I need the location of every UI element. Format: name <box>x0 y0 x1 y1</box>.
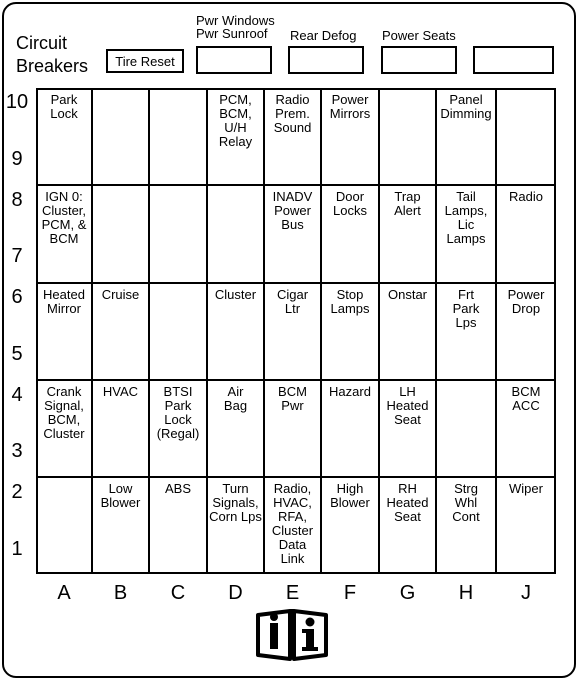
fuse-cell-d-1 <box>207 185 264 283</box>
fuse-cell-h-1: Tail Lamps, Lic Lamps <box>444 189 488 246</box>
fuse-cell-c-0 <box>149 88 207 185</box>
breaker-slot-tire-reset <box>106 49 184 73</box>
breaker-label-power-seats: Power Seats <box>382 28 456 43</box>
fuse-cell-d-2: Cluster <box>214 287 257 302</box>
title-line-2: Breakers <box>16 56 89 76</box>
row-number-label: 10 <box>5 91 29 113</box>
fuse-cell-j-2: Power Drop <box>507 287 545 316</box>
row-number-label: 3 <box>11 440 23 462</box>
fuse-cell-f-3: Hazard <box>329 384 371 399</box>
row-number-label: 4 <box>11 384 23 406</box>
row-number-label: 5 <box>11 343 23 365</box>
fuse-cell-e-0: Radio Prem. Sound <box>273 92 312 135</box>
column-letter-label: G <box>399 582 416 604</box>
breaker-label-rear-defog: Rear Defog <box>290 28 357 43</box>
breaker-label-pwr-windows <box>196 14 275 40</box>
circuit-breakers-title <box>16 32 88 78</box>
fuse-cell-b-3: HVAC <box>102 384 139 399</box>
breaker-slot-rear-defog <box>288 46 364 74</box>
fuse-cell-j-0 <box>496 88 556 185</box>
fuse-cell-b-4: Low Blower <box>100 481 141 510</box>
fuse-cell-a-0: Park Lock <box>50 92 78 121</box>
fuse-cell-e-3: BCM Pwr <box>278 384 307 413</box>
fuse-cell-g-1: Trap Alert <box>394 189 421 218</box>
owner-manual-info-icon <box>254 605 330 663</box>
breaker-label-line: Pwr Windows <box>196 13 275 28</box>
fuse-cell-a-4 <box>36 477 92 574</box>
fuse-cell-c-4: ABS <box>164 481 191 496</box>
fuse-cell-b-0 <box>92 88 149 185</box>
row-number-label: 2 <box>11 481 23 503</box>
fuse-cell-c-1 <box>149 185 207 283</box>
fuse-cell-e-2: Cigar Ltr <box>276 287 309 316</box>
fuse-cell-f-2: Stop Lamps <box>330 287 370 316</box>
column-letter-label: D <box>228 582 243 604</box>
row-number-label: 6 <box>11 286 23 308</box>
fuse-cell-a-2: Heated Mirror <box>43 287 85 316</box>
fuse-cell-d-3: Air Bag <box>223 384 248 413</box>
fuse-cell-h-4: Strg Whl Cont <box>452 481 480 524</box>
fuse-cell-f-0: Power Mirrors <box>329 92 371 121</box>
row-number-label: 9 <box>11 148 23 170</box>
breaker-label-line: Pwr Sunroof <box>196 26 268 41</box>
breaker-slot-empty <box>473 46 554 74</box>
fuse-cell-b-2: Cruise <box>101 287 140 302</box>
fuse-cell-g-2: Onstar <box>387 287 427 302</box>
column-letter-label: H <box>458 582 474 604</box>
column-letter-label: F <box>343 582 357 604</box>
breaker-slot-text: Tire Reset <box>115 53 175 69</box>
fuse-cell-c-2 <box>149 283 207 380</box>
column-letter-label: E <box>285 582 300 604</box>
column-letter-label: J <box>521 582 531 604</box>
row-number-label: 8 <box>11 189 23 211</box>
column-letter-label: B <box>113 582 128 604</box>
breaker-slot-power-seats <box>381 46 457 74</box>
fuse-cell-g-3: LH Heated Seat <box>386 384 429 427</box>
fuse-cell-d-0: PCM, BCM, U/H Relay <box>218 92 253 149</box>
row-number-label: 7 <box>11 245 23 267</box>
fuse-cell-j-3: BCM ACC <box>511 384 541 413</box>
fuse-cell-h-2: Frt Park Lps <box>452 287 480 330</box>
row-number-label: 1 <box>11 538 23 560</box>
fuse-cell-c-3: BTSI Park Lock (Regal) <box>156 384 200 441</box>
fuse-cell-f-4: High Blower <box>330 481 370 510</box>
fuse-cell-e-4: Radio, HVAC, RFA, Cluster Data Link <box>271 481 314 566</box>
fuse-cell-h-3 <box>436 380 496 477</box>
title-line-1: Circuit <box>16 33 68 53</box>
fuse-cell-a-3: Crank Signal, BCM, Cluster <box>43 384 85 441</box>
fuse-cell-g-0 <box>379 88 436 185</box>
fuse-cell-b-1 <box>92 185 149 283</box>
fuse-cell-a-1: IGN 0: Cluster, PCM, & BCM <box>41 189 87 246</box>
fuse-cell-f-1: Door Locks <box>333 189 367 218</box>
breaker-slot-pwr-windows <box>196 46 272 74</box>
fuse-cell-h-0: Panel Dimming <box>440 92 492 121</box>
fuse-cell-j-4: Wiper <box>509 481 543 496</box>
fuse-cell-g-4: RH Heated Seat <box>386 481 429 524</box>
column-letter-label: A <box>57 582 71 604</box>
column-letter-label: C <box>170 582 186 604</box>
fuse-cell-d-4: Turn Signals, Corn Lps <box>209 481 262 524</box>
fuse-cell-j-1: Radio <box>509 189 543 204</box>
fuse-cell-e-1: INADV Power Bus <box>272 189 313 232</box>
